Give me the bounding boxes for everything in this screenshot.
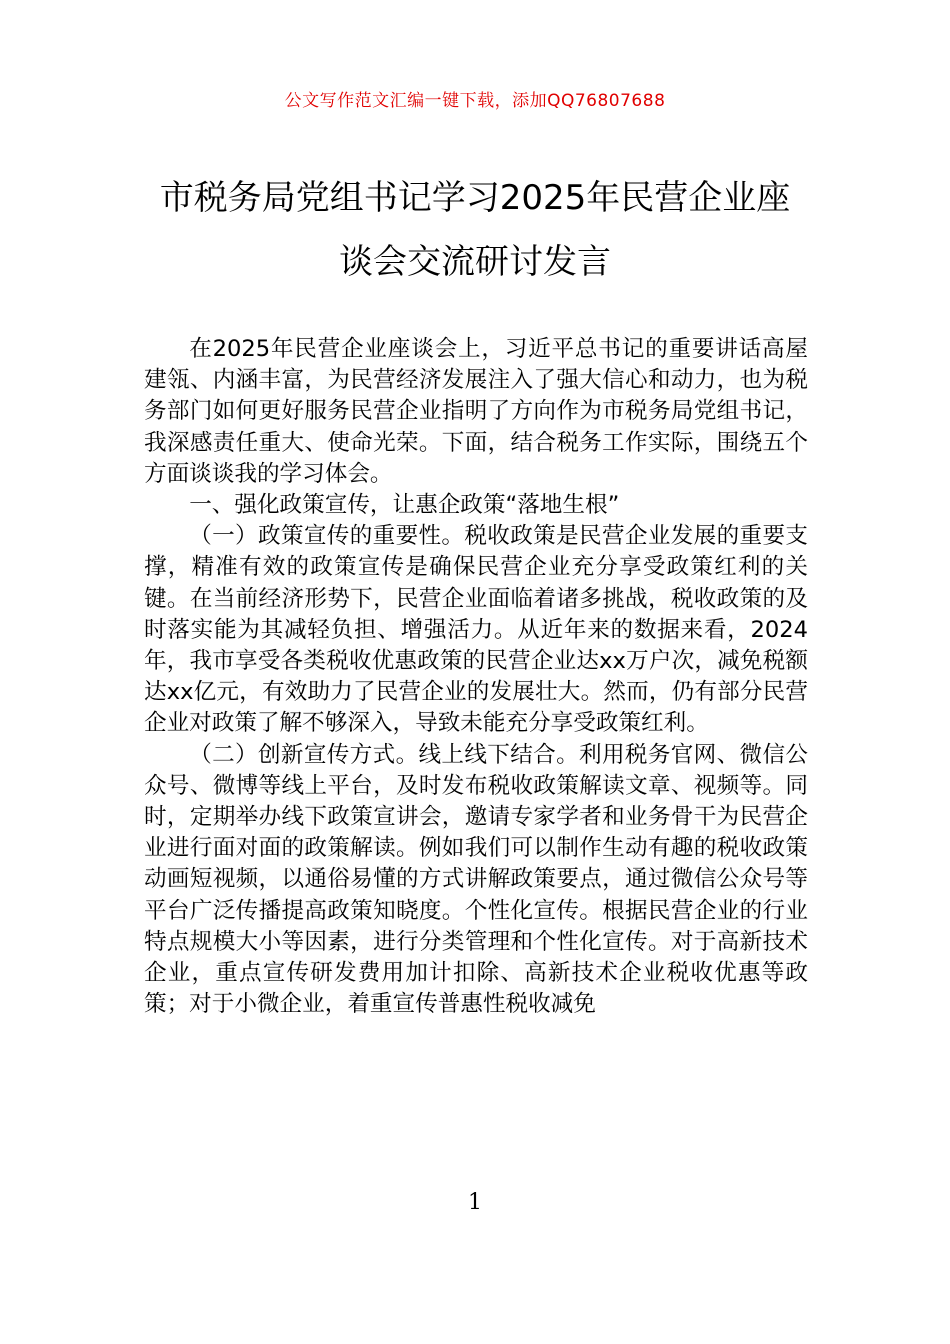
title-line-1: 市税务局党组书记学习2025年民营企业座	[159, 178, 791, 218]
download-notice: 公文写作范文汇编一键下载，添加QQ76807688	[284, 91, 666, 111]
title-line-2: 谈会交流研讨发言	[339, 242, 611, 282]
document-title	[140, 166, 810, 294]
document-body	[144, 334, 808, 1020]
intro-paragraph: 在2025年民营企业座谈会上，习近平总书记的重要讲话高屋建瓴、内涵丰富，为民营经济发展注入了强大信心和动力，也为税务部门如何更好服务民营企业指明了方向作为市税务局党组书记，我深感责任重大、使命光荣。下面，结合税务工作实际，围绕五个方面谈谈我的学习体会。	[144, 336, 808, 487]
section-heading-1: 一、强化政策宣传，让惠企政策“落地生根”	[189, 492, 620, 519]
page-number: 1	[468, 1190, 482, 1215]
subsection-1-paragraph: （一）政策宣传的重要性。税收政策是民营企业发展的重要支撑，精准有效的政策宣传是确保民营企业充分享受政策红利的关键。在当前经济形势下，民营企业面临着诸多挑战，税收政策的及时落实能为其减轻负担、增强活力。从近年来的数据来看，2024年，我市享受各类税收优惠政策的民营企业达xx万户次，减免税额达xx亿元，有效助力了民营企业的发展壮大。然而，仍有部分民营企业对政策了解不够深入，导致未能充分享受政策红利。	[144, 523, 808, 737]
subsection-2-paragraph: （二）创新宣传方式。线上线下结合。利用税务官网、微信公众号、微博等线上平台，及时发布税收政策解读文章、视频等。同时，定期举办线下政策宣讲会，邀请专家学者和业务骨干为民营企业进行面对面的政策解读。例如我们可以制作生动有趣的税收政策动画短视频，以通俗易懂的方式讲解政策要点，通过微信公众号等平台广泛传播提高政策知晓度。个性化宣传。根据民营企业的行业特点规模大小等因素，进行分类管理和个性化宣传。对于高新技术企业，重点宣传研发费用加计扣除、高新技术企业税收优惠等政策；对于小微企业，着重宣传普惠性税收减免	[144, 741, 808, 1018]
